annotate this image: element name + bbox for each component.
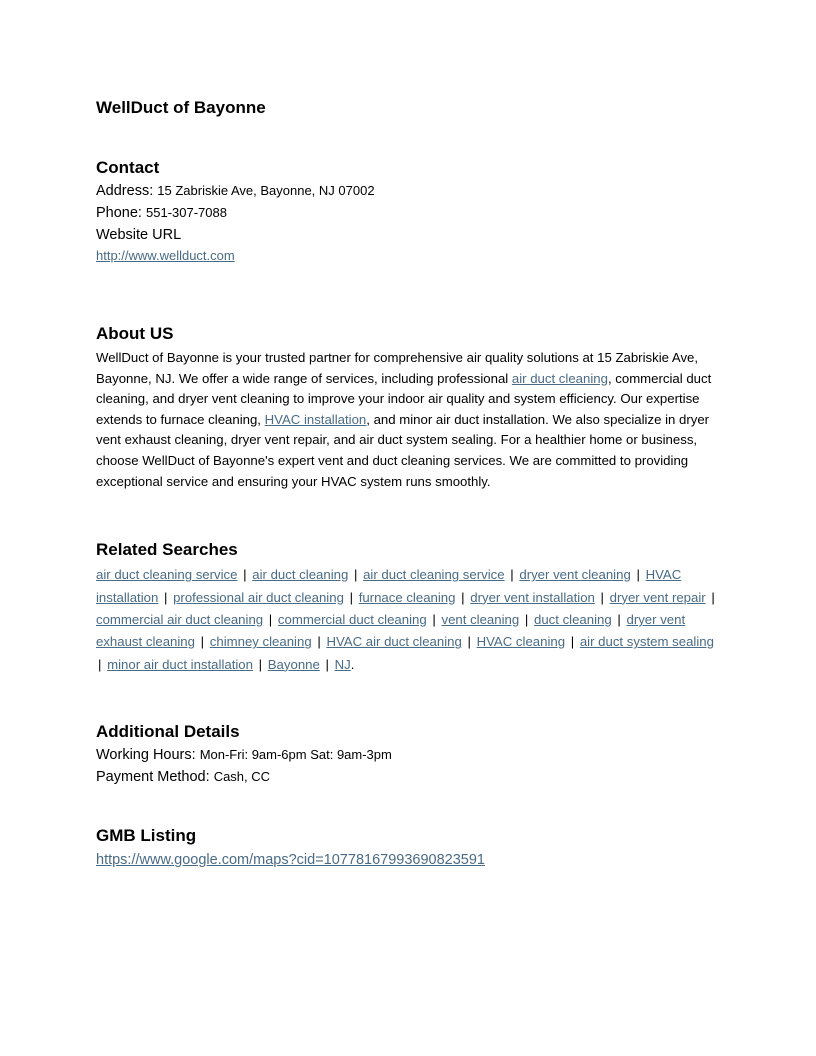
details-heading: Additional Details — [96, 722, 240, 742]
related-search-link[interactable]: commercial air duct cleaning — [96, 611, 264, 627]
related-search-link[interactable]: professional air duct cleaning — [173, 589, 344, 605]
related-separator: | — [461, 589, 465, 605]
additional-details-section — [96, 720, 722, 788]
related-search-link[interactable]: dryer vent installation — [470, 589, 595, 605]
related-search-link[interactable]: HVAC cleaning — [476, 634, 566, 650]
related-search-link[interactable]: air duct cleaning service — [363, 567, 505, 583]
related-searches-section — [96, 538, 722, 676]
contact-section — [96, 156, 722, 266]
phone-label: Phone: — [96, 205, 142, 221]
related-search-link[interactable]: vent cleaning — [441, 611, 520, 627]
related-separator: | — [200, 634, 205, 650]
related-separator: | — [268, 611, 273, 627]
about-paragraph — [96, 348, 722, 492]
address-value: 15 Zabriskie Ave, Bayonne, NJ 07002 — [157, 183, 375, 198]
related-search-link[interactable]: air duct cleaning service — [96, 567, 238, 583]
gmb-listing-section — [96, 824, 722, 872]
related-search-link[interactable]: air duct system sealing — [579, 634, 714, 650]
related-search-link[interactable]: dryer vent cleaning — [519, 567, 631, 583]
website-link[interactable]: http://www.wellduct.com — [96, 248, 235, 263]
related-search-link[interactable]: air duct cleaning — [252, 567, 349, 583]
related-search-link[interactable]: Bayonne — [267, 656, 320, 672]
payment-method-value: Cash, CC — [213, 769, 271, 785]
website-label: Website URL — [96, 227, 182, 243]
related-separator: | — [317, 634, 321, 650]
contact-heading: Contact — [96, 158, 160, 177]
related-separator: | — [325, 656, 329, 672]
related-searches-list — [96, 564, 722, 676]
related-separator: | — [600, 589, 604, 605]
about-text-part-3: , and minor air duct installation. We also specialize in dryer vent exhaust cleaning, dryer vent repair, and air duct system sealing. For a healthier home or business, choose WellDuct of Bayonne's expert vent and duct cleaning services. We are committed to providing exceptional service and ensuring your HVAC system runs smoothly. — [96, 411, 710, 489]
related-separator: | — [467, 634, 471, 650]
related-search-link[interactable]: dryer vent repair — [609, 589, 706, 605]
related-separator: | — [570, 634, 575, 650]
related-heading: Related Searches — [96, 540, 238, 560]
working-hours-value: Mon-Fri: 9am-6pm Sat: 9am-3pm — [199, 747, 392, 763]
address-label: Address: — [96, 183, 154, 199]
related-separator: | — [636, 567, 640, 583]
related-separator: | — [711, 589, 715, 605]
related-search-link[interactable]: minor air duct installation — [107, 656, 253, 672]
working-hours-label: Working Hours: — [96, 747, 196, 764]
phone-row — [96, 202, 722, 224]
address-row — [96, 180, 722, 202]
related-search-link[interactable]: HVAC air duct cleaning — [326, 634, 462, 650]
about-heading: About US — [96, 324, 174, 343]
related-separator: | — [243, 567, 247, 583]
payment-method-row — [96, 766, 722, 788]
gmb-heading: GMB Listing — [96, 826, 197, 846]
related-search-link[interactable]: dryer vent exhaust cleaning — [96, 611, 686, 650]
related-search-link[interactable]: commercial duct cleaning — [277, 611, 427, 627]
gmb-link[interactable]: https://www.google.com/maps?cid=10778167993690823591 — [96, 852, 485, 869]
business-name: WellDuct of Bayonne — [96, 98, 266, 117]
about-link-air-duct-cleaning[interactable]: air duct cleaning — [511, 370, 608, 386]
about-text-part-1: WellDuct of Bayonne is your trusted partner for comprehensive air quality solutions at 15 Zabriskie Ave, Bayonne, NJ. We offer a wide range of services, including professional — [96, 350, 699, 386]
related-search-link[interactable]: chimney cleaning — [209, 634, 312, 650]
related-separator: | — [163, 589, 168, 605]
related-separator: | — [349, 589, 354, 605]
about-link-hvac-installation[interactable]: HVAC installation — [264, 411, 367, 427]
related-separator: | — [617, 611, 621, 627]
related-search-link[interactable]: HVAC installation — [96, 567, 682, 605]
document-content — [96, 96, 722, 872]
related-search-link[interactable]: furnace cleaning — [358, 589, 456, 605]
payment-method-label: Payment Method: — [96, 769, 210, 786]
related-end-punctuation: . — [350, 656, 355, 672]
about-section — [96, 322, 722, 492]
working-hours-row — [96, 744, 722, 766]
related-search-link[interactable]: NJ — [334, 656, 351, 672]
about-text-part-2: , commercial duct cleaning, and dryer vent cleaning to improve your indoor air quality and system efficiency. Our expertise extends to furnace cleaning, — [96, 370, 712, 427]
related-search-link[interactable]: duct cleaning — [533, 611, 612, 627]
related-separator: | — [353, 567, 358, 583]
related-separator: | — [510, 567, 514, 583]
related-separator: | — [258, 656, 263, 672]
phone-value: 551-307-7088 — [146, 205, 227, 220]
related-separator: | — [432, 611, 436, 627]
related-separator: | — [524, 611, 529, 627]
related-separator: | — [98, 656, 102, 672]
